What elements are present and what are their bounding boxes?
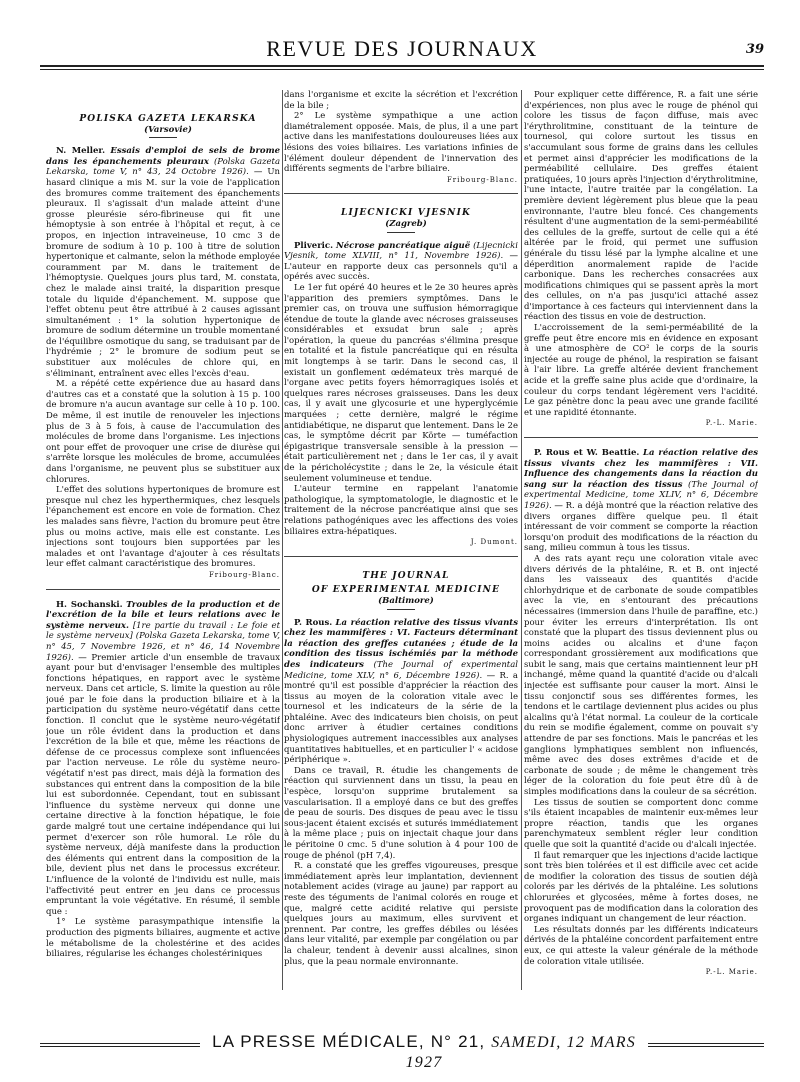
paragraph: 1° Le système parasympathique intensifie la production des pigments biliaires, augmente et active le métabolisme de la cholestérine et des acides biliaires, régularise les échanges cholestériniques (46, 917, 280, 960)
article-source: (Polska Gazeta Lekarska, tome V, n° 43, 24 Octobre 1926). — (46, 156, 280, 178)
header-title: REVUE DES JOURNAUX (266, 36, 538, 61)
article-meller (46, 146, 280, 379)
article-body: R. a déjà montré que la réaction relative des divers organes diffère quelque peu. Il était intéressant de voir comment se comporte la réaction lorsqu'on produit des modifications de la réaction du sang, milieu commun à tous les tissus. (524, 500, 758, 554)
paragraph: Il faut remarquer que les injections d'acide lactique sont très bien tolérées et il est difficile avec cet acide de modifier la coloration des tissus de soutien déjà colorés par les dérivés de la phtaléine. Les solutions chlorurées et glycosées, même à fortes doses, ne provoquent pas de modification dans la coloration des organes indiquant un changement de leur réaction. (524, 850, 758, 925)
article-body: Premier article d'un ensemble de travaux ayant pour but d'envisager l'ensemble des multiples fonctions hépatiques, en rapport avec le système nerveux. Dans cet article, S. limite la question au rôle joué par le foie dans la production biliaire et à la participation du système neuro-végétatif dans cette fonction. Il conclut que le système neuro-végétatif joue un rôle évident dans la production et dans l'excrétion de la bile et que, même les réactions de défense de ce processus complexe sont influencées par l'action nerveuse. Le rôle du système neuro-végétatif n'est pas direct, mais déjà la formation des substances qui entrent dans la composition de la bile lui est subordonnée. Cependant, tout en subissant l'influence du système nerveux qui donne une certaine directive à la fonction hépatique, le foie garde malgré tout une certaine indépendance qui lui permet d'exercer son rôle humoral. Le rôle du système nerveux, déjà manifeste dans la production des éléments qui entrent dans la composition de la bile, devient plus net dans le processus excréteur. L'influence de la volonté de l'individu est nulle, mais l'affectivité peut entrer en jeu dans ce processus empruntant la voie végétative. En résumé, il semble que : (46, 652, 280, 917)
paragraph: dans l'organisme et excite la sécrétion et l'excrétion de la bile ; (284, 90, 518, 111)
article-source: (Lijecnicki Vjesnik, tome XLVIII, n° 11, Novembre 1926). — (284, 240, 518, 262)
footer-rule-right (648, 1043, 764, 1047)
paragraph: 2° Le système sympathique a une action diamétralement opposée. Mais, de plus, il a une part active dans les manifestations douloureuses liées aux lésions des voies biliaires. Les variations infinies de l'élément douleur dépendent de l'innervation des différents segments de l'arbre biliaire. (284, 111, 518, 175)
article-author: P. Rous. (294, 617, 333, 628)
page-footer (40, 1030, 764, 1071)
article-author: H. Sochanski. (56, 599, 123, 610)
signature: Fribourg-Blanc. (446, 175, 518, 184)
journal-rule (149, 137, 177, 138)
paragraph: Dans ce travail, R. étudie les changements de réaction qui surviennent dans un tissu, la peau en l'espèce, lorsqu'on supprime brutalement sa vascularisation. Il a employé dans ce but des greffes de peau de souris. Des disques de peau avec le tissu sous-jacent étaient excisés et suturés immédiatement à la même place ; puis on injectait chaque jour dans le péritoine 0 cmc. 5 d'une solution à 4 pour 100 de rouge de phénol (pH 7,4). (284, 765, 518, 861)
header-rule-thin (40, 69, 764, 70)
journal-place: (Zagreb) (385, 218, 427, 229)
article-source: (The Journal of experimental Medicine, tome XLIV, n° 6, Décembre 1926). — (524, 479, 758, 511)
article-title: La réaction relative des tissus vivants chez les mammifères : VI. Facteurs déterminant la réaction des greffes cutanées ; étude de la condition des tissus ischémiés par la méthode des indicateurs (284, 617, 518, 670)
article-body: L'auteur en rapporte deux cas personnels qu'il a opérés avec succès. (284, 261, 518, 283)
article-rous (284, 618, 518, 766)
column-3 (524, 90, 758, 995)
article-body: Un hasard clinique a mis M. sur la voie de l'application des bromures comme traitement des épanchements pleuraux. Il s'agissait d'un malade atteint d'une grosse pleurésie séro-fibrineuse qui fit une hémoptysie à son entrée à l'hôpital et reçut, à ce propos, en injection intraveineuse, 10 cmc 3 de bromure de sodium à 10 p. 100 à titre de solution hypertonique et calmante, selon la méthode employée couramment par M. dans le traitement de l'hémoptysie. Quelques jours plus tard, M. constata, chez le malade ainsi traité, la disparition presque totale du liquide d'épanchement. M. suppose que l'effet obtenu peut être attribué à 2 causes agissant simultanément : 1° la solution hypertonique de bromure de sodium détermine un trouble momentané de l'équilibre osmotique du sang, se traduisant par de l'hydrémie ; 2° le bromure de sodium peut se substituer aux molécules de chlore qui, en s'éliminant, entraînent avec elles l'excès d'eau. (46, 167, 280, 379)
article-author: Pliveric. (294, 240, 334, 251)
journal-name-line2: OF EXPERIMENTAL MEDICINE (311, 585, 501, 596)
journal-rule (387, 232, 415, 233)
journal-name: POLISKA GAZETA LEKARSKA (79, 114, 257, 124)
journal-name: THE JOURNAL (362, 570, 450, 581)
column-1 (46, 90, 280, 1030)
article-title: Troubles de la production et de l'excrétion de la bile et leurs relations avec le système nerveux. (46, 599, 280, 631)
column-divider (282, 90, 283, 990)
paragraph: L'effet des solutions hypertoniques de bromure est presque nul chez les hyperthermiques, chez lesquels l'épanchement est encore en voie de formation. Chez les malades sans fièvre, l'action du bromure peut être plus ou moins active, mais elle est constante. Les injections sont toujours bien supportées par les malades et ont l'avantage d'ajouter à ces résultats leur effet calmant caractéristique des bromures. (46, 485, 280, 570)
article-separator (284, 193, 518, 194)
journal-name: LIJECNICKI VJESNIK (340, 208, 472, 219)
page-header (40, 34, 764, 74)
article-separator (524, 437, 758, 438)
paragraph: Les tissus de soutien se comportent donc comme s'ils étaient incapables de maintenir eux-mêmes leur propre réaction, tandis que les organes parenchymateux semblent régler leur condition quelle que soit la quantité d'acide ou d'alcali injectée. (524, 797, 758, 850)
footer-rule-left (40, 1043, 200, 1047)
footer-journal: LA PRESSE MÉDICALE, N° 21, (212, 1032, 486, 1051)
journal-place: (Varsovie) (144, 124, 192, 135)
article-author: P. Rous et W. Beattie. (534, 448, 640, 458)
header-rule-thick (40, 65, 764, 67)
article-sochanski (46, 600, 280, 918)
footer-date: SAMEDI, 12 MARS 1927 (405, 1034, 636, 1071)
article-source: (The Journal of experimental Medicine, tome XLV, n° 6, Décembre 1926). — (284, 659, 518, 681)
article-pliveric (284, 241, 518, 283)
signature: J. Dumont. (470, 538, 518, 547)
article-separator (284, 556, 518, 557)
signature: Fribourg-Blanc. (208, 570, 280, 579)
paragraph: L'auteur termine en rappelant l'anatomie pathologique, la symptomatologie, le diagnostic et le traitement de la nécrose pancréatique ainsi que ses relations pathogéniques avec les affections des voies biliaires extra-hépatiques. (284, 484, 518, 537)
page-number: 39 (745, 42, 764, 57)
article-body: R. a montré qu'il est possible d'apprécier la réaction des tissus au moyen de la coloration vitale avec le tournesol et les indicateurs de la série de la phtaléine. Avec des indicateurs bien choisis, on peut donc arriver à étudier certaines conditions physiologiques autrement inaccessibles aux analyses quantitatives habituelles, et en particulier l' « acidose périphérique ». (284, 670, 518, 766)
journal-place: (Baltimore) (378, 595, 434, 606)
article-rous-beattie (524, 448, 758, 554)
column-divider (521, 90, 522, 990)
article-title: Nécrose pancréatique aiguë (335, 240, 471, 251)
article-title: Essais d'emploi de sels de brome dans les épanchements pleuraux (46, 146, 280, 167)
paragraph: Pour expliquer cette différence, R. a fait une série d'expériences, non plus avec le rouge de phénol qui colore les tissus de façon diffuse, mais avec l'érythrolitmine, constituant de la teinture de tournesol, qui colore surtout les tissus en s'accumulant sous forme de grains dans les cellules et permet ainsi d'apprécier les modifications de la perméabilité cellulaire. Des greffes étaient pratiquées, 10 jours après l'injection d'érythrolitmine, l'une intacte, l'autre traitée par la congélation. La première devient légèrement plus bleue que la peau environnante, l'autre bleu foncé. Ces changements résultent d'une augmentation de la semi-perméabilité des cellules de la greffe, surtout de celle qui a été altérée par le froid, qui permet une suffusion générale du tissu lésé par la lymphe alcaline et une déperdition anormalement rapide de l'acide carbonique. Dans les recherches consacrées aux modifications chimiques qui se passent après la mort des cellules, on n'a pas jusqu'ici attaché assez d'importance à ces facteurs qui interviennent dans la réaction des tissus en voie de destruction. (524, 90, 758, 323)
column-2 (284, 90, 518, 995)
footer-text (208, 1032, 640, 1072)
paragraph: Les résultats donnés par les différents indicateurs dérivés de la phtaléine concordent parfaitement entre eux, ce qui atteste la valeur générale de la méthode de coloration vitale utilisée. (524, 924, 758, 967)
paragraph: Le 1er fut opéré 40 heures et le 2e 30 heures après l'apparition des premiers symptômes. Dans le premier cas, on trouva une suffusion hémorragique étendue de toute la glande avec nécroses graisseuses considérables et exsudat brun sale ; après l'opération, la queue du pancréas s'élimina presque en totalité et la fistule pancréatique qui en résulta mit longtemps à se tarir. Dans le second cas, il existait un gonflement œdémateux très marqué de l'organe avec petits foyers hémorragiques isolés et quelques rares nécroses graisseuses. Dans les deux cas, il y avait une glycosurie et une hyperglycémie marquées ; cette dernière, malgré le régime antidiabétique, ne disparut que lentement. Dans le 2e cas, le symptôme décrit par Körte — tuméfaction épigastrique transversale sensible à la pression — était particulièrement net ; dans le 1er cas, il y avait de la péricholécystite ; dans le 2e, la vésicule était seulement volumineuse et tendue. (284, 282, 518, 484)
journal-rule (387, 609, 415, 610)
article-title: La réaction relative des tissus vivants chez les mammifères : VII. Influence des changements dans la réaction du sang sur la réaction des tissus (524, 448, 758, 490)
signature: P.-L. Marie. (705, 419, 758, 428)
column-1-top-space (46, 90, 280, 114)
paragraph: A des rats ayant reçu une coloration vitale avec divers dérivés de la phtaléine, R. et B. ont injecté dans les vaisseaux des quantités d'acide chlorhydrique et de carbonate de soude compatibles avec la vie, en s'entourant des précautions nécessaires (immersion dans l'huile de paraffine, etc.) pour éviter les erreurs d'interprétation. Ils ont constaté que la plupart des tissus deviennent plus ou moins acides ou alcalins et d'une façon correspondant grossièrement aux modifications que subit le sang, mais que certains maintiennent leur pH inchangé, même quand la quantité d'acide ou d'alcali injectée est suffisante pour causer la mort. Ainsi le tissu conjonctif sous ses différentes formes, les tendons et le cartilage deviennent plus acides ou plus alcalins qu'à l'état normal. La couleur de la corticale du rein se modifie également, comme on pouvait s'y attendre de par ses fonctions. Mais le pancréas et les ganglions lymphatiques semblent non influencés, même avec des doses extrêmes d'acide et de carbonate de soude ; de même le changement très léger de la coloration du foie peut être dû à de simples modifications dans la couleur de sa sécrétion. (524, 553, 758, 797)
paragraph: R. a constaté que les greffes vigoureuses, presque immédiatement après leur implantation, deviennent notablement acides (virage au jaune) par rapport au reste des téguments de l'animal colorés en rouge et que, malgré cette acidité relative qui persiste quelques jours au maximum, elles survivent et prennent. Par contre, les greffes débiles ou lésées dans leur vitalité, par exemple par congélation ou par la chaleur, tendent à devenir aussi alcalines, sinon plus, que la peau normale environnante. (284, 861, 518, 967)
signature: P.-L. Marie. (705, 968, 758, 977)
article-separator (46, 589, 280, 590)
paragraph: M. a répété cette expérience due au hasard dans d'autres cas et a constaté que la solution à 15 p. 100 de bromure n'a aucun avantage sur celle à 10 p. 100. De même, il est inutile de renouveler les injections plus de 3 à 5 fois, à cause de l'accumulation des molécules de brome dans l'organisme. Les injections ont pour effet de provoquer une crise de diurèse qui s'arrête lorsque les molécules de brome, accumulées dans l'organisme, ne peuvent plus se substituer aux chlorures. (46, 379, 280, 485)
article-author: N. Meller. (56, 146, 106, 157)
paragraph: L'accroissement de la semi-perméabilité de la greffe peut être encore mis en évidence en exposant à une atmosphère de CO² le corps de la souris injectée au rouge de phénol, la respiration se faisant à l'air libre. La greffe altérée devient franchement acide et la greffe saine plus acide que d'ordinaire, la couleur du corps tendant légèrement vers l'acidité. Le gaz pénètre donc la peau avec une grande facilité et une rapidité étonnante. (524, 323, 758, 418)
article-source: [1re partie du travail : Le foie et le système nerveux] (Polska Gazeta Lekarska, tome V, n° 45, 7 Novembre 1926, et n° 46, 14 Novembre 1926). — (46, 620, 280, 663)
